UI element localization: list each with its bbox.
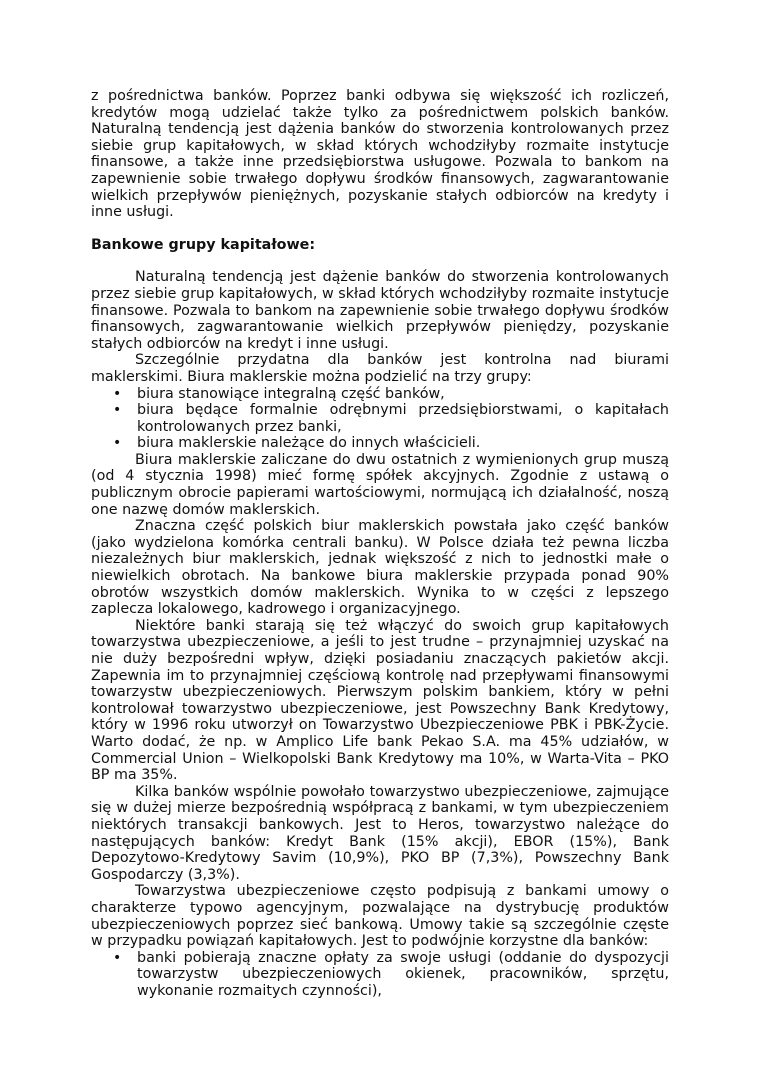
document-page xyxy=(91,88,669,999)
paragraph-7: Towarzystwa ubezpieczeniowe często podpisują z bankami umowy o charakterze typowo agencyjnym, pozwalające na dystrybucję produktów ubezpieczeniowych poprzez sieć bankową. Umowy takie są szczególnie częste w przypadku powiązań kapitałowych. Jest to podwójnie korzystne dla banków: xyxy=(91,883,669,950)
paragraph-2: Szczególnie przydatna dla banków jest kontrolna nad biurami maklerskimi. Biura maklerskie można podzielić na trzy grupy: xyxy=(91,352,669,385)
paragraph-5: Niektóre banki starają się też włączyć do swoich grup kapitałowych towarzystwa ubezpieczeniowe, a jeśli to jest trudne – przynajmniej uzyskać na nie duży bezpośredni wpływ, dzięki posiadaniu znaczących pakietów akcji. Zapewnia im to przynajmniej częściową kontrolę nad przepływami finansowymi towarzystw ubezpieczeniowych. Pierwszym polskim bankiem, który w pełni kontrolował towarzystwo ubezpieczeniowe, jest Powszechny Bank Kredytowy, który w 1996 roku utworzył on Towarzystwo Ubezpieczeniowe PBK i PBK-Życie. Warto dodać, że np. w Amplico Life bank Pekao S.A. ma 45% udziałów, w Commercial Union – Wielkopolski Bank Kredytowy ma 10%, w Warta-Vita – PKO BP ma 35%. xyxy=(91,617,669,784)
opening-paragraph: z pośrednictwa banków. Poprzez banki odbywa się większość ich rozliczeń, kredytów mogą udzielać także tylko za pośrednictwem polskich banków. Naturalną tendencją jest dążenia banków do stworzenia kontrolowanych przez siebie grup kapitałowych, w skład których wchodziłyby rozmaite instytucje finansowe, a także inne przedsiębiorstwa usługowe. Pozwala to bankom na zapewnienie sobie trwałego dopływu środków finansowych, zagwarantowanie wielkich przepływów pieniężnych, pozyskanie stałych odbiorców na kredyty i inne usługi. xyxy=(91,88,669,221)
bullet-icon: • xyxy=(113,435,122,452)
bullet-list-brokerage-groups xyxy=(91,386,669,452)
list-item-text: banki pobierają znaczne opłaty za swoje usługi (oddanie do dyspozycji towarzystw ubezpieczeniowych okienek, pracowników, sprzętu, wykonanie rozmaitych czynności), xyxy=(137,949,669,999)
list-item xyxy=(91,386,669,403)
paragraph-6: Kilka banków wspólnie powołało towarzystwo ubezpieczeniowe, zajmujące się w dużej mierze bezpośrednią współpracą z bankami, w tym ubezpieczeniem niektórych transakcji bankowych. Jest to Heros, towarzystwo należące do następujących banków: Kredyt Bank (15% akcji), EBOR (15%), Bank Depozytowo-Kredytowy Savim (10,9%), PKO BP (7,3%), Powszechny Bank Gospodarczy (3,3%). xyxy=(91,783,669,883)
list-item xyxy=(91,402,669,435)
paragraph-1: Naturalną tendencją jest dążenie banków do stworzenia kontrolowanych przez siebie grup kapitałowych, w skład których wchodziłyby rozmaite instytucje finansowe. Pozwala to bankom na zapewnienie sobie trwałego dopływu środków finansowych, zagwarantowanie wielkich przepływów pieniędzy, pozyskanie stałych odbiorców na kredyt i inne usługi. xyxy=(91,269,669,352)
bullet-icon: • xyxy=(113,402,122,419)
list-item xyxy=(91,435,669,452)
paragraph-3: Biura maklerskie zaliczane do dwu ostatnich z wymienionych grup muszą (od 4 stycznia 1998) mieć formę spółek akcyjnych. Zgodnie z ustawą o publicznym obrocie papierami wartościowymi, normującą ich działalność, noszą one nazwę domów maklerskich. xyxy=(91,451,669,518)
section-heading: Bankowe grupy kapitałowe: xyxy=(91,236,316,253)
list-item-text: biura maklerskie należące do innych właścicieli. xyxy=(137,435,481,452)
bullet-icon: • xyxy=(113,949,122,966)
list-item-text: biura będące formalnie odrębnymi przedsiębiorstwami, o kapitałach kontrolowanych przez banki, xyxy=(137,402,669,435)
list-item xyxy=(91,950,669,1000)
bullet-icon: • xyxy=(113,385,122,402)
list-item-text: biura stanowiące integralną część banków, xyxy=(137,385,445,402)
bullet-list-bank-benefits xyxy=(91,950,669,1000)
paragraph-4: Znaczna część polskich biur maklerskich powstała jako część banków (jako wydzielona komórka centrali banku). W Polsce działa też pewna liczba niezależnych biur maklerskich, jednak większość z nich to jednostki małe o niewielkich obrotach. Na bankowe biura maklerskie przypada ponad 90% obrotów wszystkich domów maklerskich. Wynika to w części z lepszego zaplecza lokalowego, kadrowego i organizacyjnego. xyxy=(91,518,669,618)
